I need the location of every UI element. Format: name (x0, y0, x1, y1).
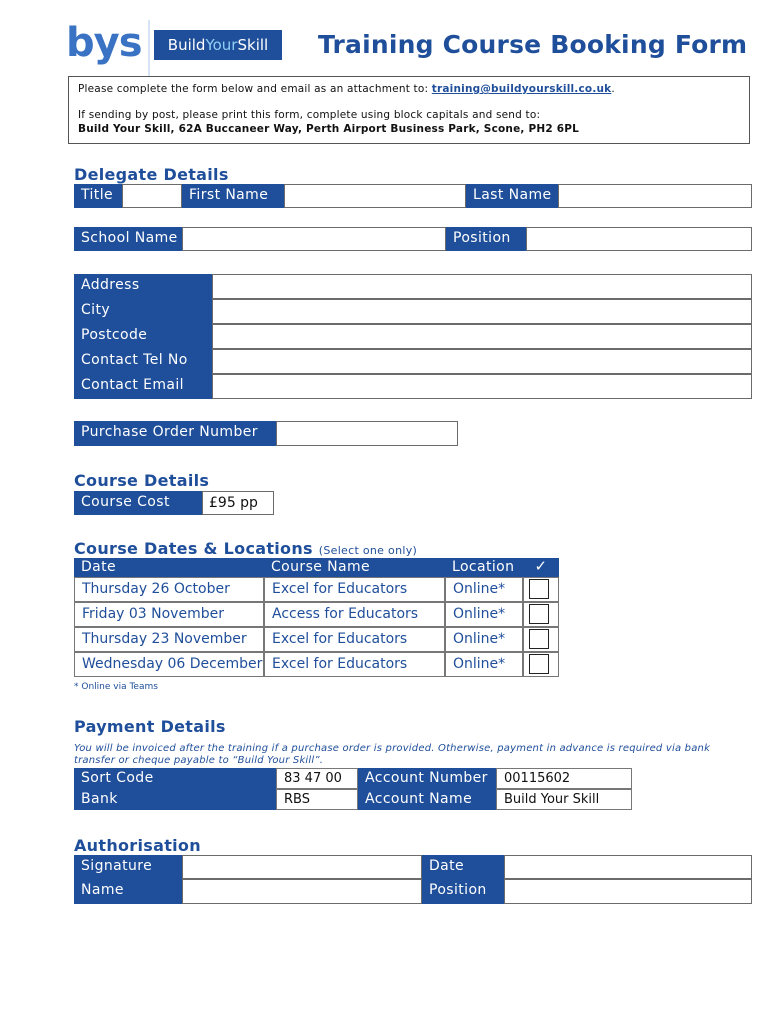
address-label: Address (74, 274, 212, 299)
sort-code-value: 83 47 00 (276, 768, 358, 789)
postcode-label: Postcode (74, 324, 212, 349)
email-input[interactable] (212, 374, 752, 399)
row-check-cell (523, 602, 559, 627)
last-name-label: Last Name (466, 184, 558, 208)
delegate-heading: Delegate Details (74, 165, 229, 184)
col-course-header: Course Name (264, 558, 445, 577)
city-label: City (74, 299, 212, 324)
row-location: Online* (445, 602, 523, 627)
course-heading: Course Details (74, 471, 210, 490)
row-course: Excel for Educators (264, 652, 445, 677)
logo-word-skill: Skill (237, 36, 269, 54)
postcode-input[interactable] (212, 324, 752, 349)
row-date: Wednesday 06 December (74, 652, 264, 677)
col-check-header: ✓ (523, 558, 559, 577)
row-date: Thursday 26 October (74, 577, 264, 602)
select-checkbox[interactable] (529, 604, 549, 624)
select-checkbox[interactable] (529, 579, 549, 599)
intro-period: . (611, 83, 615, 95)
logo-word-your: Your (205, 36, 238, 54)
row-location: Online* (445, 652, 523, 677)
dates-heading-text: Course Dates & Locations (74, 539, 313, 558)
logo (66, 18, 286, 78)
row-course: Access for Educators (264, 602, 445, 627)
logo-wordmark (154, 30, 282, 60)
account-name-label: Account Name (358, 789, 496, 810)
tel-label: Contact Tel No (74, 349, 212, 374)
position-input[interactable] (526, 227, 752, 251)
auth-position-label: Position (422, 879, 504, 904)
row-check-cell (523, 627, 559, 652)
dates-subheading: (Select one only) (318, 544, 418, 557)
authorisation-heading: Authorisation (74, 836, 201, 855)
course-cost-label: Course Cost (74, 491, 202, 515)
account-number-value: 00115602 (496, 768, 632, 789)
tel-input[interactable] (212, 349, 752, 374)
last-name-input[interactable] (558, 184, 752, 208)
intro-line-1 (78, 83, 615, 95)
position-label: Position (446, 227, 526, 251)
school-name-input[interactable] (182, 227, 446, 251)
po-label: Purchase Order Number (74, 421, 276, 446)
logo-word-build: Build (167, 36, 206, 54)
account-name-value: Build Your Skill (496, 789, 632, 810)
email-label: Contact Email (74, 374, 212, 399)
bank-label: Bank (74, 789, 276, 810)
intro-line-2: If sending by post, please print this form, complete using block capitals and send to: (78, 109, 541, 121)
auth-date-input[interactable] (504, 855, 752, 879)
title-label: Title (74, 184, 122, 208)
address-input[interactable] (212, 274, 752, 299)
row-course: Excel for Educators (264, 577, 445, 602)
postal-address: Build Your Skill, 62A Buccaneer Way, Perth Airport Business Park, Scone, PH2 6PL (78, 123, 579, 135)
email-link[interactable]: training@buildyourskill.co.uk (431, 83, 612, 95)
signature-input[interactable] (182, 855, 422, 879)
row-check-cell (523, 652, 559, 677)
account-number-label: Account Number (358, 768, 496, 789)
logo-mark: bys (66, 20, 142, 66)
row-location: Online* (445, 627, 523, 652)
logo-divider (148, 20, 150, 76)
row-date: Friday 03 November (74, 602, 264, 627)
course-cost-value: £95 pp (202, 491, 274, 515)
intro-text: Please complete the form below and email as an attachment to: (78, 83, 429, 95)
payment-heading: Payment Details (74, 717, 226, 736)
auth-date-label: Date (422, 855, 504, 879)
select-checkbox[interactable] (529, 654, 549, 674)
dates-heading (74, 539, 417, 558)
select-checkbox[interactable] (529, 629, 549, 649)
row-location: Online* (445, 577, 523, 602)
auth-name-label: Name (74, 879, 182, 904)
signature-label: Signature (74, 855, 182, 879)
po-input[interactable] (276, 421, 458, 446)
row-date: Thursday 23 November (74, 627, 264, 652)
school-name-label: School Name (74, 227, 182, 251)
row-check-cell (523, 577, 559, 602)
first-name-input[interactable] (284, 184, 466, 208)
bank-value: RBS (276, 789, 358, 810)
page-title: Training Course Booking Form (318, 30, 748, 59)
city-input[interactable] (212, 299, 752, 324)
sort-code-label: Sort Code (74, 768, 276, 789)
dates-footnote: * Online via Teams (74, 682, 158, 692)
auth-name-input[interactable] (182, 879, 422, 904)
row-course: Excel for Educators (264, 627, 445, 652)
payment-note: You will be invoiced after the training if a purchase order is provided. Otherwise, payment in advance is required via bank transfer or cheque payable to “Build Your Skill”. (74, 743, 711, 766)
title-input[interactable] (122, 184, 182, 208)
col-location-header: Location (445, 558, 523, 577)
first-name-label: First Name (182, 184, 284, 208)
intro-box (68, 76, 750, 144)
auth-position-input[interactable] (504, 879, 752, 904)
col-date-header: Date (74, 558, 264, 577)
